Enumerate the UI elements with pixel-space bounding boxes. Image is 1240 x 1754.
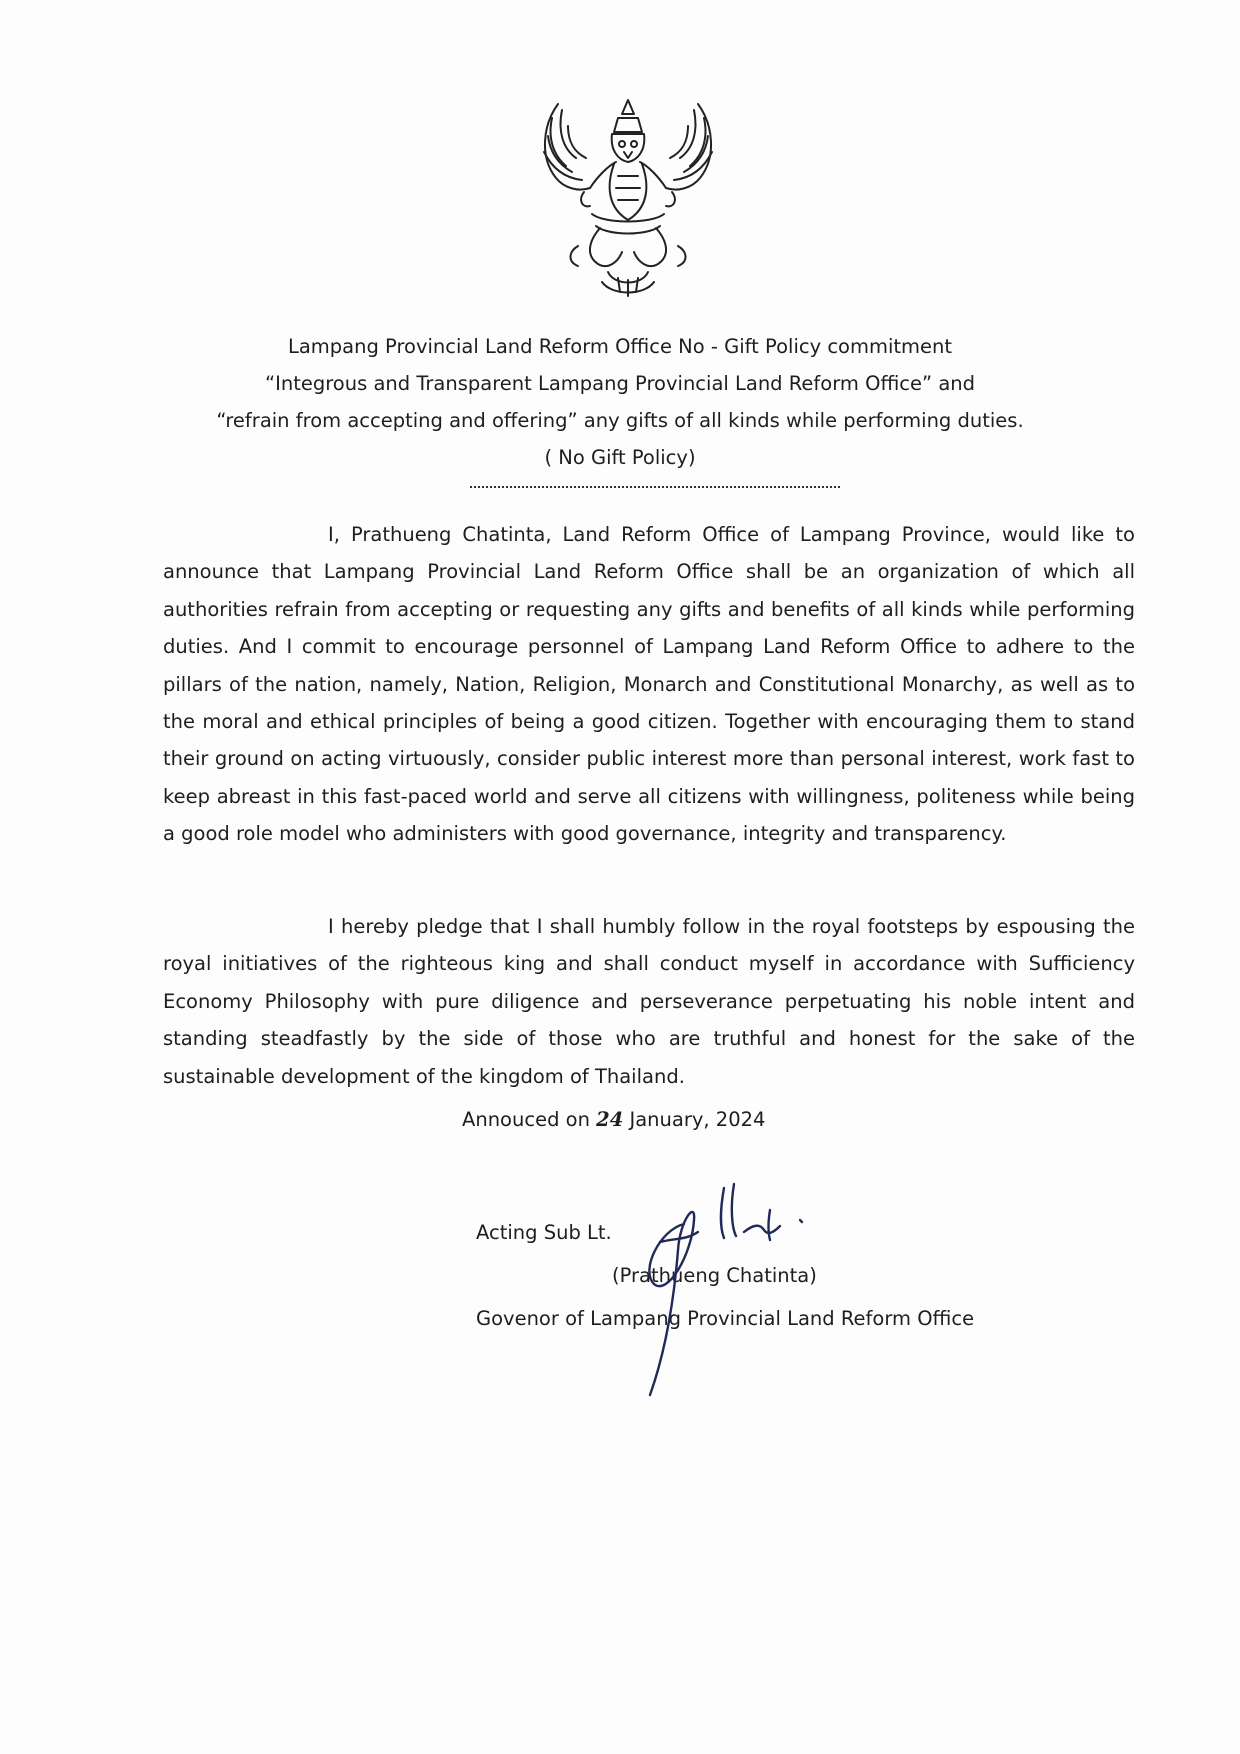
handwritten-signature [620,1180,810,1400]
heading-line-1: Lampang Provincial Land Reform Office No - Gift Policy commitment [287,335,953,358]
handwritten-day: 24 [596,1108,624,1131]
signatory-title: Govenor of Lampang Provincial Land Reform Office [476,1307,975,1330]
paragraph-2-text: I hereby pledge that I shall humbly follow in the royal footsteps by espousing the royal initiatives of the righteous king and shall conduct myself in accordance with Sufficiency Economy Philosophy with pure diligence and perseverance perpetuating his noble intent and standing steadfastly by the side of those who are truthful and honest for the sake of the sustainable development of the kingdom of Thailand. [163,915,1135,1088]
signatory-name: (Prathueng Chatinta) [612,1264,817,1287]
heading-line-4: ( No Gift Policy) [544,446,696,469]
signatory-rank: Acting Sub Lt. [476,1221,612,1244]
heading-line-2: “Integrous and Transparent Lampang Provincial Land Reform Office” and [264,372,976,395]
announcement-month-year: January, 2024 [629,1108,766,1131]
announcement-prefix: Annouced on [462,1108,590,1131]
paragraph-1-text: I, Prathueng Chatinta, Land Reform Office of Lampang Province, would like to announce that Lampang Provincial Land Reform Office shall be an organization of which all authorities refrain from accepting or requesting any gifts and benefits of all kinds while performing duties. And I commit to encourage personnel of Lampang Land Reform Office to adhere to the pillars of the nation, namely, Nation, Religion, Monarch and Constitutional Monarchy, as well as to the moral and ethical principles of being a good citizen. Together with encouraging them to stand their ground on acting virtuously, consider public interest more than personal interest, work fast to keep abreast in this fast-paced world and serve all citizens with willingness, politeness while being a good role model who administers with good governance, integrity and transparency. [163,523,1135,846]
heading-line-3: “refrain from accepting and offering” any gifts of all kinds while performing duties. [216,409,1024,432]
body-paragraph-2 [163,908,1135,1095]
garuda-emblem-icon [538,96,718,298]
document-heading [160,328,1080,476]
dotted-divider [470,486,840,488]
body-paragraph-1 [163,516,1135,853]
announcement-date [462,1108,765,1131]
